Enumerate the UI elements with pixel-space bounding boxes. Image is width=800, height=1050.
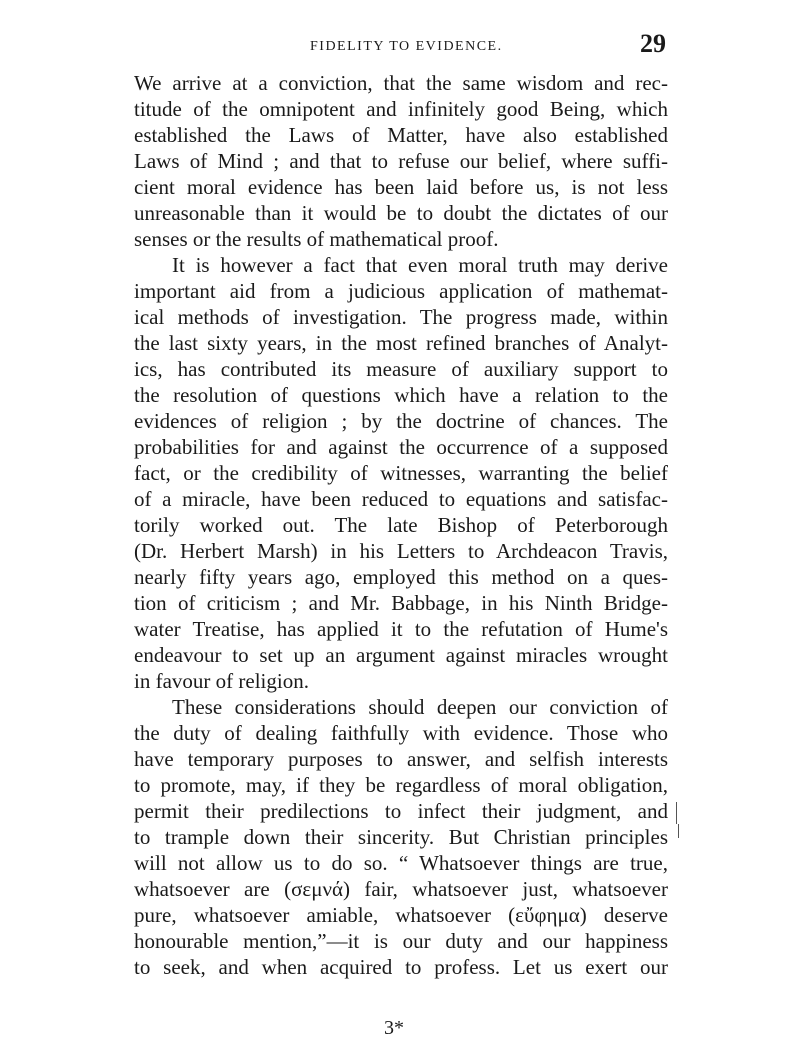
text-line: established the Laws of Matter, have also established xyxy=(134,123,668,147)
text-line: nearly fifty years ago, employed this method on a ques- xyxy=(134,565,668,589)
text-line: to trample down their sincerity. But Christian principles xyxy=(134,825,668,849)
running-title: FIDELITY TO EVIDENCE. xyxy=(310,39,503,54)
text-line: These considerations should deepen our conviction of xyxy=(172,695,668,719)
text-line: honourable mention,”—it is our duty and our happiness xyxy=(134,929,668,953)
text-line: (Dr. Herbert Marsh) in his Letters to Archdeacon Travis, xyxy=(134,539,668,563)
text-line: torily worked out. The late Bishop of Peterborough xyxy=(134,513,668,537)
body-text xyxy=(134,70,668,980)
page-number: 29 xyxy=(640,29,666,58)
text-line: senses or the results of mathematical proof. xyxy=(134,227,499,251)
text-line: unreasonable than it would be to doubt the dictates of our xyxy=(134,201,668,225)
text-line: to seek, and when acquired to profess. Let us exert our xyxy=(134,955,668,979)
text-line: ical methods of investigation. The progress made, within xyxy=(134,305,668,329)
text-line: Laws of Mind ; and that to refuse our belief, where suffi- xyxy=(134,149,668,173)
text-line: pure, whatsoever amiable, whatsoever (εὔφημα) deserve xyxy=(134,903,668,927)
text-line: It is however a fact that even moral truth may derive xyxy=(172,253,668,277)
text-line: cient moral evidence has been laid before us, is not less xyxy=(134,175,668,199)
margin-mark xyxy=(676,802,677,824)
text-line: tion of criticism ; and Mr. Babbage, in his Ninth Bridge- xyxy=(134,591,668,615)
text-line: ics, has contributed its measure of auxiliary support to xyxy=(134,357,668,381)
text-line: the last sixty years, in the most refined branches of Analyt- xyxy=(134,331,668,355)
text-line: water Treatise, has applied it to the refutation of Hume's xyxy=(134,617,668,641)
text-line: fact, or the credibility of witnesses, warranting the belief xyxy=(134,461,668,485)
signature-mark: 3* xyxy=(384,1017,404,1039)
text-line: of a miracle, have been reduced to equations and satisfac- xyxy=(134,487,668,511)
running-head xyxy=(136,30,666,62)
text-line: titude of the omnipotent and infinitely good Being, which xyxy=(134,97,668,121)
text-line: important aid from a judicious application of mathemat- xyxy=(134,279,668,303)
text-line: the resolution of questions which have a relation to the xyxy=(134,383,668,407)
text-line: whatsoever are (σεμνά) fair, whatsoever just, whatsoever xyxy=(134,877,668,901)
text-line: endeavour to set up an argument against miracles wrought xyxy=(134,643,668,667)
text-line: have temporary purposes to answer, and selfish interests xyxy=(134,747,668,771)
text-line: to promote, may, if they be regardless of moral obligation, xyxy=(134,773,668,797)
text-line: in favour of religion. xyxy=(134,669,309,693)
margin-mark xyxy=(678,824,679,838)
text-line: the duty of dealing faithfully with evidence. Those who xyxy=(134,721,668,745)
text-line: We arrive at a conviction, that the same wisdom and rec- xyxy=(134,71,668,95)
text-line: permit their predilections to infect their judgment, and xyxy=(134,799,668,823)
text-line: will not allow us to do so. “ Whatsoever things are true, xyxy=(134,851,668,875)
text-line: evidences of religion ; by the doctrine of chances. The xyxy=(134,409,668,433)
text-line: probabilities for and against the occurrence of a supposed xyxy=(134,435,668,459)
